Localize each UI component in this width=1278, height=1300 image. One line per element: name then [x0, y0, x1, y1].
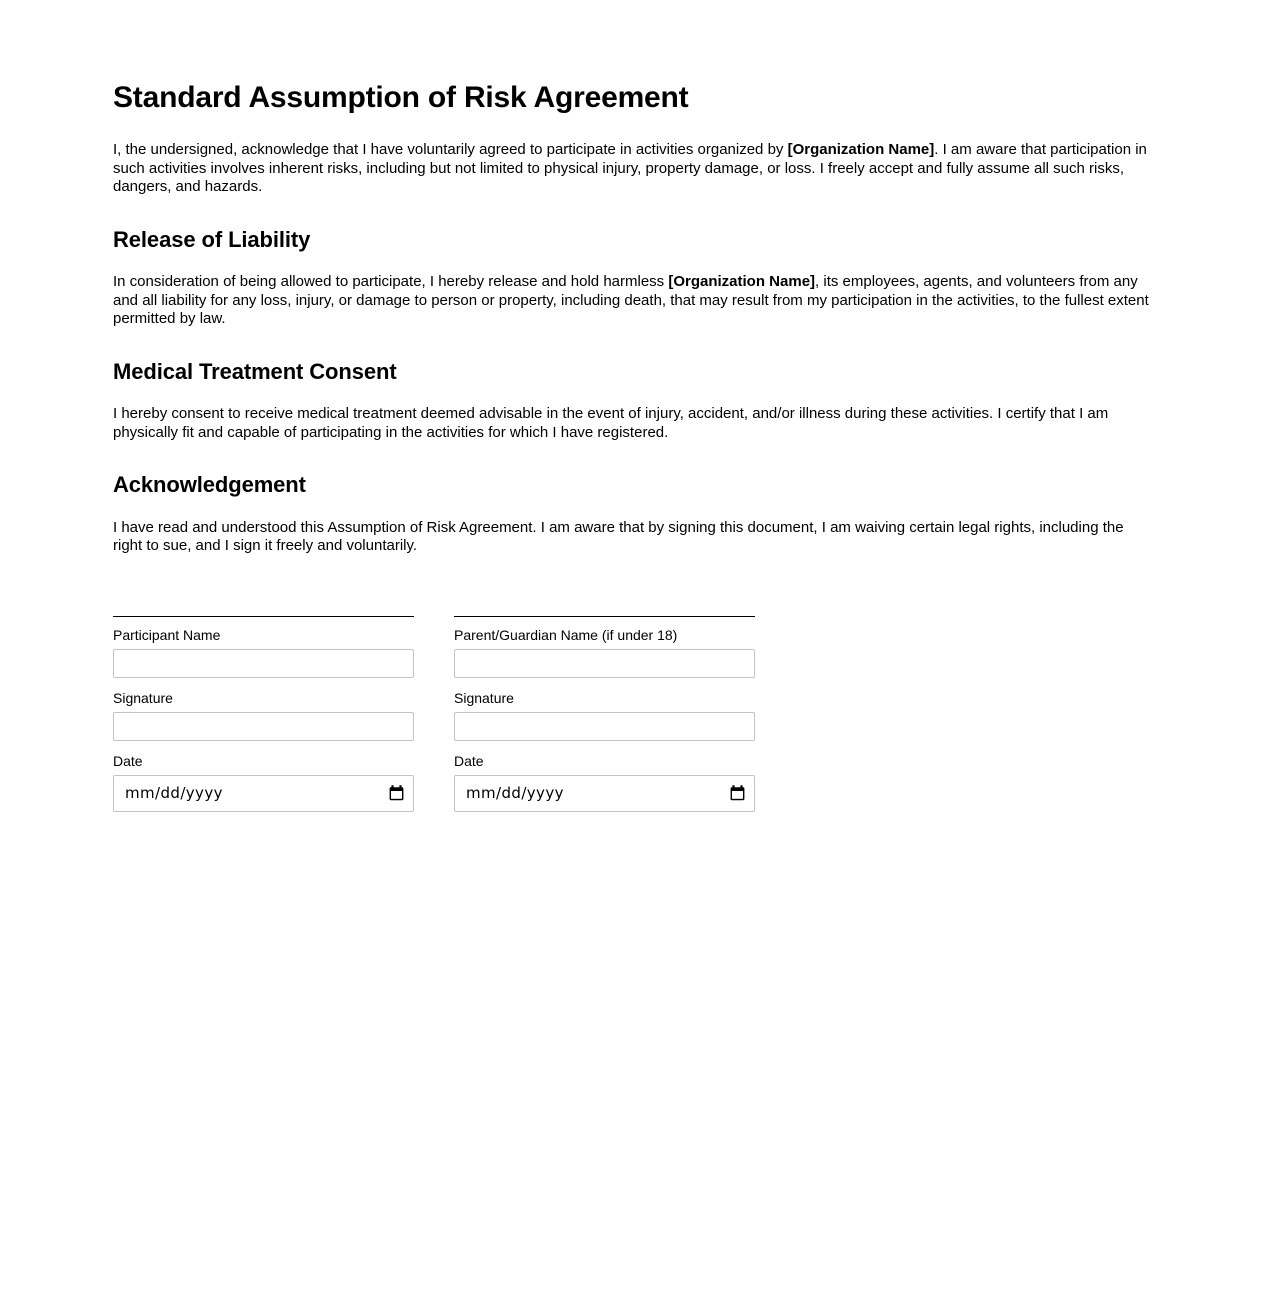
- participant-name-label: Participant Name: [113, 626, 221, 643]
- release-text-before: In consideration of being allowed to participate, I hereby release and hold harmless: [113, 273, 669, 291]
- guardian-date-label: Date: [454, 752, 484, 769]
- guardian-divider: [454, 616, 755, 617]
- section-heading-acknowledgement: Acknowledgement: [113, 472, 306, 498]
- guardian-signature-label: Signature: [454, 689, 514, 706]
- calendar-icon[interactable]: [730, 785, 745, 801]
- participant-date-input[interactable]: [113, 775, 414, 812]
- intro-text-before: I, the undersigned, acknowledge that I have voluntarily agreed to participate in activities organized by: [113, 141, 788, 159]
- guardian-name-input[interactable]: [454, 649, 755, 678]
- guardian-date-input[interactable]: [454, 775, 755, 812]
- participant-date-label: Date: [113, 752, 143, 769]
- section-heading-release-of-liability: Release of Liability: [113, 226, 311, 252]
- organization-name-placeholder: [Organization Name]: [668, 273, 816, 291]
- section-heading-medical-treatment-consent: Medical Treatment Consent: [113, 358, 397, 384]
- participant-signature-label: Signature: [113, 689, 173, 706]
- guardian-signature-input[interactable]: [454, 712, 755, 741]
- release-of-liability-paragraph: [113, 273, 1155, 329]
- signature-form: [113, 616, 1155, 824]
- page-title: Standard Assumption of Risk Agreement: [113, 81, 689, 114]
- guardian-date-placeholder: mm/dd/yyyy: [466, 784, 564, 803]
- participant-date-placeholder: mm/dd/yyyy: [125, 784, 223, 803]
- organization-name-placeholder: [Organization Name]: [787, 141, 935, 159]
- calendar-icon[interactable]: [389, 785, 404, 801]
- release-text-after: , its employees, agents, and volunteers from any and all liability for any loss, injury, or damage to person or property, including death, that may result from my participation in the activities, to the fullest extent permitted by law.: [113, 273, 1149, 328]
- participant-signature-input[interactable]: [113, 712, 414, 741]
- medical-treatment-consent-paragraph: I hereby consent to receive medical treatment deemed advisable in the event of injury, accident, and/or illness during these activities. I certify that I am physically fit and capable of participating in the activities for which I have registered.: [113, 405, 1109, 441]
- participant-divider: [113, 616, 414, 617]
- guardian-column: [454, 616, 755, 824]
- intro-text-after: . I am aware that participation in such activities involves inherent risks, including but not limited to physical injury, property damage, or loss. I freely accept and fully assume all such risks, dangers, and hazards.: [113, 141, 1147, 196]
- guardian-name-label: Parent/Guardian Name (if under 18): [454, 626, 678, 643]
- participant-name-input[interactable]: [113, 649, 414, 678]
- intro-paragraph: [113, 141, 1155, 197]
- participant-column: [113, 616, 414, 824]
- acknowledgement-paragraph: I have read and understood this Assumption of Risk Agreement. I am aware that by signing this document, I am waiving certain legal rights, including the right to sue, and I sign it freely and voluntarily.: [113, 518, 1124, 555]
